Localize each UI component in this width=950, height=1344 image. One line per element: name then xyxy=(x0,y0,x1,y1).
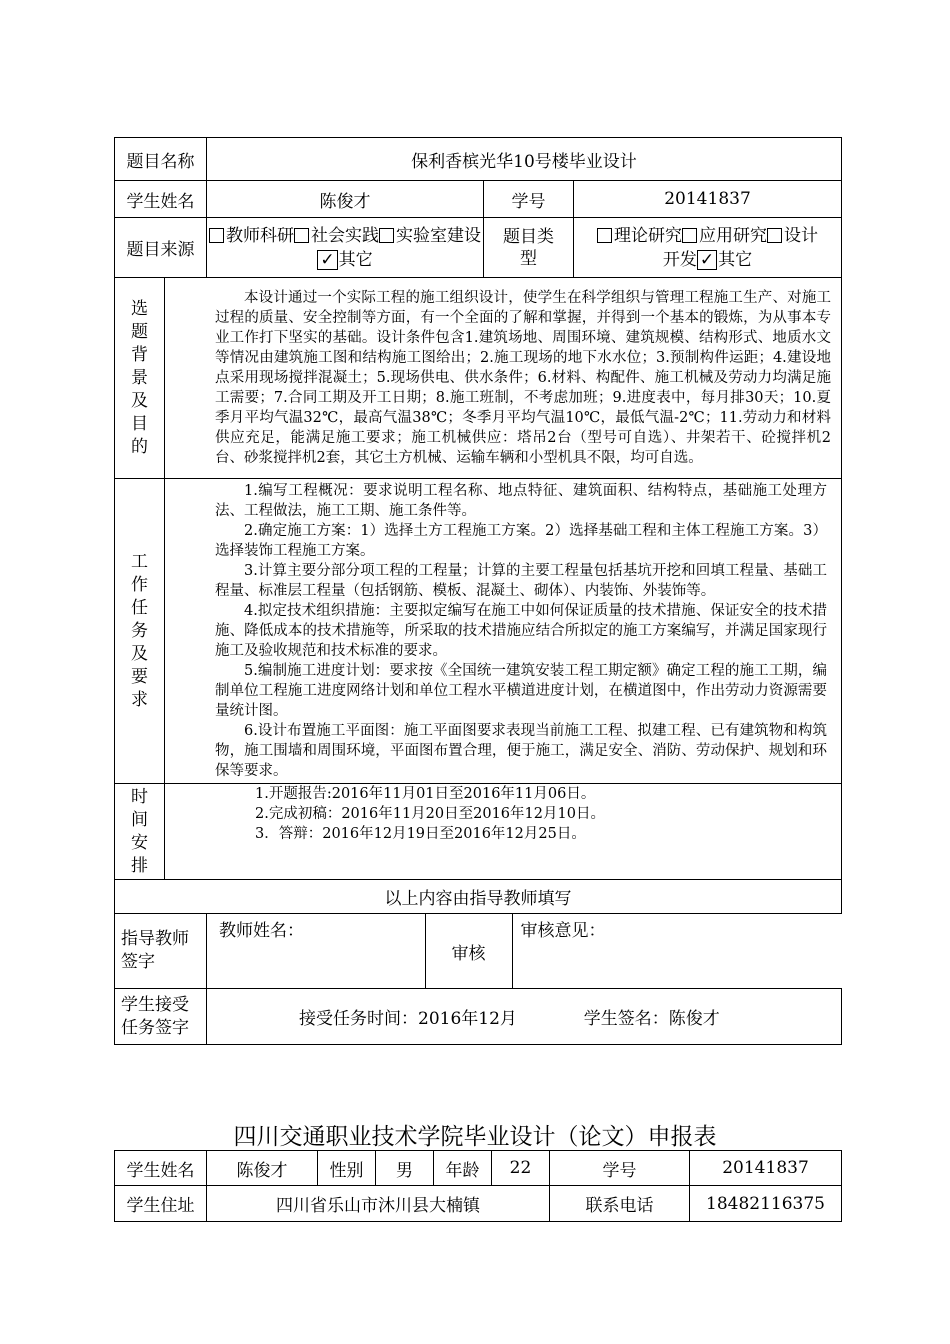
app-address-value: 四川省乐山市沐川县大楠镇 xyxy=(207,1186,550,1222)
application-title: 四川交通职业技术学院毕业设计（论文）申报表 xyxy=(233,1124,717,1150)
work-item: 5.编制施工进度计划：要求按《全国统一建筑安装工程工期定额》确定工程的施工工期，编制单位工程施工进度网络计划和单位工程水平横道进度计划，在横道图中，作出劳动力资源需要量统计图。 xyxy=(215,663,827,719)
app-age-value: 22 xyxy=(492,1151,550,1186)
source-label: 题目来源 xyxy=(115,218,207,278)
schedule-item: 3．答辩：2016年12月19日至2016年12月25日。 xyxy=(255,826,586,842)
source-options xyxy=(207,218,484,278)
work-item: 2.确定施工方案：1）选择土方工程施工方案。2）选择基础工程和主体工程施工方案。3）选择装饰工程施工方案。 xyxy=(215,523,827,559)
app-age-label: 年龄 xyxy=(434,1151,492,1186)
type-label: 题目类型 xyxy=(484,218,574,278)
accept-sign-label: 学生接受任务签字 xyxy=(115,989,207,1045)
schedule-item: 1.开题报告:2016年11月01日至2016年11月06日。 xyxy=(255,786,596,802)
teacher-name-field[interactable]: 教师姓名： xyxy=(207,914,425,988)
work-item: 6.设计布置施工平面图：施工平面图要求表现当前施工工程、拟建工程、已有建筑物和构筑物，施工围墙和周围环境，平面图布置合理，便于施工，满足安全、消防、劳动保护、规划和环保等要求。 xyxy=(215,723,827,779)
student-signature: 学生签名：陈俊才 xyxy=(583,1009,720,1029)
checkbox-icon xyxy=(294,228,309,243)
type-option: 设计开发 xyxy=(662,225,818,270)
checkmark-icon: ✓ xyxy=(697,250,717,270)
app-name-value: 陈俊才 xyxy=(207,1151,318,1186)
source-option: 实验室建设 xyxy=(396,225,481,246)
checkbox-icon xyxy=(209,228,224,243)
student-name-value: 陈俊才 xyxy=(207,181,484,218)
review-opinion-field[interactable]: 审核意见： xyxy=(512,914,842,988)
accept-time: 接受任务时间：2016年12月 xyxy=(299,1009,517,1029)
work-item: 3.计算主要分部分项工程的工程量；计算的主要工程量包括基坑开挖和回填工程量、基础工程量、标准层工程量（包括钢筋、模板、混凝土、砌体）、内装饰、外装饰等。 xyxy=(215,563,827,599)
type-checked-option: 其它 xyxy=(718,249,753,270)
student-name-label: 学生姓名 xyxy=(115,181,207,218)
type-option: 应用研究 xyxy=(699,225,767,246)
app-id-value: 20141837 xyxy=(690,1151,842,1186)
source-option: 社会实践 xyxy=(311,225,379,246)
type-option: 理论研究 xyxy=(614,225,682,246)
teacher-sign-inner xyxy=(207,914,842,988)
student-id-value: 20141837 xyxy=(574,181,842,218)
schedule-content xyxy=(165,784,842,880)
checkmark-icon: ✓ xyxy=(317,250,337,270)
checkbox-icon xyxy=(767,228,782,243)
checkbox-icon xyxy=(597,228,612,243)
source-checked-option: 其它 xyxy=(338,249,373,270)
checkbox-icon xyxy=(379,228,394,243)
application-table xyxy=(114,1150,842,1222)
source-option: 教师科研 xyxy=(226,225,294,246)
work-item: 1.编写工程概况：要求说明工程名称、地点特征、建筑面积、结构特点，基础施工处理方法、工程做法，施工工期、施工条件等。 xyxy=(215,483,827,519)
work-item: 4.拟定技术组织措施：主要拟定编写在施工中如何保证质量的技术措施、保证安全的技术措施、降低成本的技术措施等，所采取的技术措施应结合所拟定的施工方案编写，并满足国家现行施工及验收规范和技术标准的要求。 xyxy=(215,603,827,659)
schedule-label: 时间安排 xyxy=(115,784,165,880)
teacher-sign-label: 指导教师签字 xyxy=(115,914,207,989)
app-name-label: 学生姓名 xyxy=(115,1151,207,1186)
task-table xyxy=(114,137,842,1045)
app-id-label: 学号 xyxy=(550,1151,690,1186)
background-content xyxy=(165,278,842,479)
app-gender-label: 性别 xyxy=(318,1151,376,1186)
checkbox-icon xyxy=(682,228,697,243)
work-label: 工作任务及要求 xyxy=(115,479,165,784)
app-phone-label: 联系电话 xyxy=(550,1186,690,1222)
student-id-label: 学号 xyxy=(484,181,574,218)
background-label: 选题背景及目的 xyxy=(115,278,165,479)
accept-content xyxy=(207,989,842,1045)
background-paragraph: 本设计通过一个实际工程的施工组织设计，使学生在科学组织与管理工程施工生产、对施工过程的质量、安全控制等方面，有一个全面的了解和掌握，并得到一个基本的锻炼，为从事本专业工作打下坚实的基础。设计条件包含1.建筑场地、周围环境、建筑规模、结构形式、地质水文等情况由建筑施工图和结构施工图给出；2.施工现场的地下水水位；3.预制构件运距；4.建设地点采用现场搅拌混凝土；5.现场供电、供水条件；6.材料、构配件、施工机械及劳动力均满足施工需要；7.合同工期及开工日期；8.施工班制，不考虑加班；9.进度表中，每月排30天；10.夏季月平均气温32℃，最高气温38℃；冬季月平均气温10℃，最低气温-2℃；11.劳动力和材料供应充足，能满足施工要求；施工机械供应：塔吊2台（型号可自选）、井架若干、砼搅拌机2台、砂浆搅拌机2套，其它土方机械、运输车辆和小型机具不限，均可自选。 xyxy=(215,290,831,466)
type-options xyxy=(574,218,842,278)
app-gender-value: 男 xyxy=(376,1151,434,1186)
review-label: 审核 xyxy=(425,914,512,988)
topic-value: 保利香槟光华10号楼毕业设计 xyxy=(207,138,842,181)
topic-label: 题目名称 xyxy=(115,138,207,181)
teacher-fill-note: 以上内容由指导教师填写 xyxy=(115,880,842,914)
work-content xyxy=(165,479,842,784)
schedule-item: 2.完成初稿：2016年11月20日至2016年12月10日。 xyxy=(255,806,605,822)
app-address-label: 学生住址 xyxy=(115,1186,207,1222)
app-phone-value: 18482116375 xyxy=(690,1186,842,1222)
